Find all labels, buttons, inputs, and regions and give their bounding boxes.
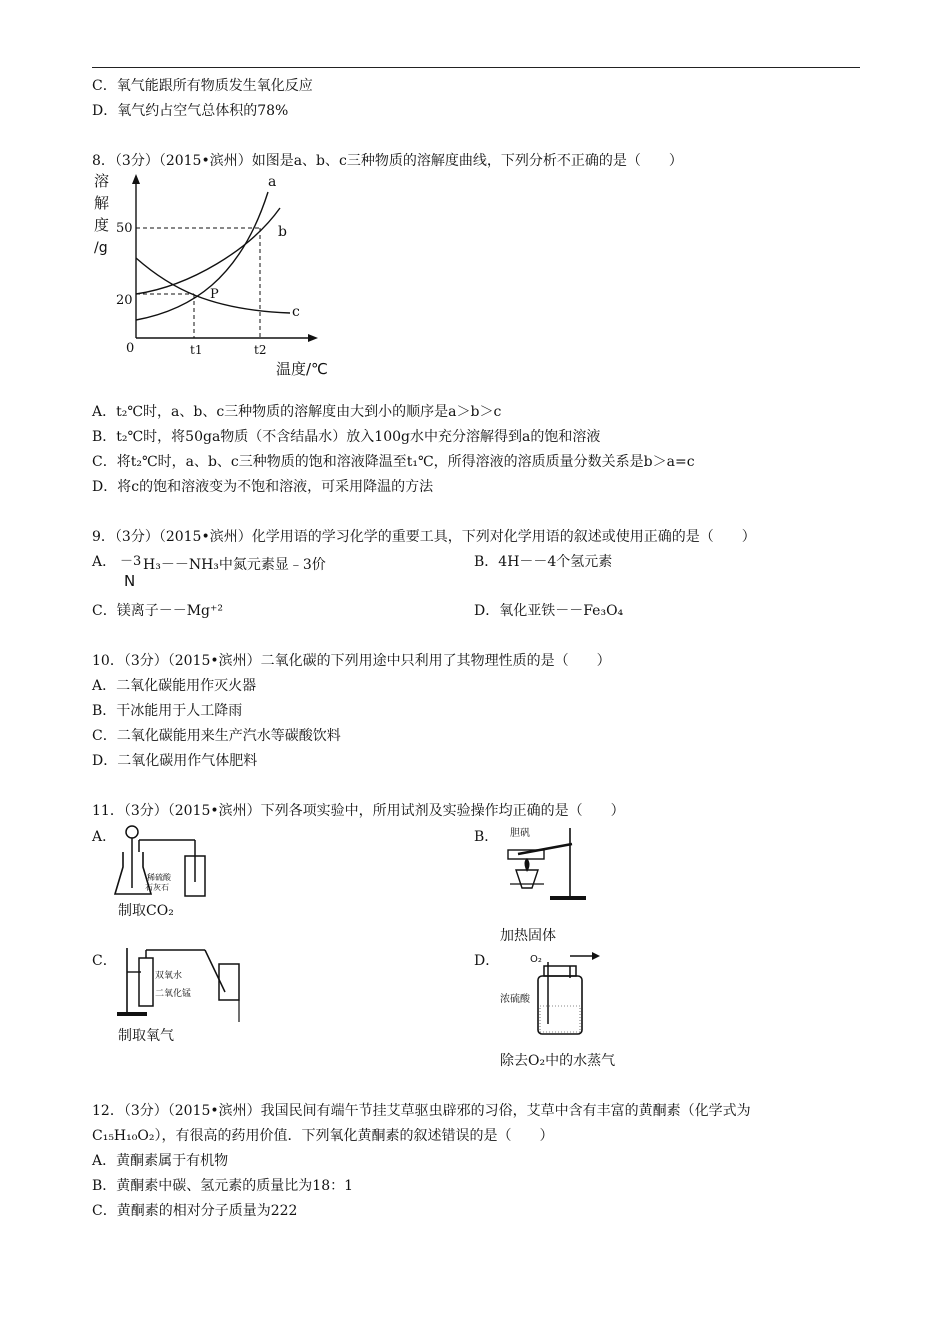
label-manganese-dioxide: 二氧化锰 — [155, 989, 192, 999]
option-d-prev: D．氧气约占空气总体积的78% — [92, 103, 289, 119]
y-tick-20: 20 — [116, 293, 133, 308]
q12-option-b: B．黄酮素中碳、氢元素的质量比为18：1 — [92, 1178, 354, 1194]
label-blue-vitriol: 胆矾 — [510, 828, 530, 839]
q8-option-c: C．将t₂℃时，a、b、c三种物质的饱和溶液降温至t₁℃，所得溶液的溶质质量分数关系是b＞a=c — [92, 454, 695, 470]
q9-option-c: C．镁离子－－Mg⁺² — [92, 603, 224, 619]
apparatus-a-image — [115, 822, 225, 902]
ylabel-char-2: 解 — [94, 194, 110, 212]
apparatus-c-image — [115, 944, 245, 1024]
question-10-stem: 10．（3分）（2015•滨州）二氧化碳的下列用途中只利用了其物理性质的是（ ） — [92, 653, 611, 669]
label-concentrated-sulfuric-acid: 浓硫酸 — [500, 994, 530, 1005]
q9-option-b: B．4H－－4个氢元素 — [474, 554, 613, 570]
header-rule — [92, 67, 860, 68]
label-dilute-sulfuric-acid: 稀硫酸 — [147, 873, 171, 882]
q11-option-a-letter: A． — [92, 829, 117, 845]
q8-option-a: A．t₂℃时，a、b、c三种物质的溶解度由大到小的顺序是a＞b＞c — [92, 404, 502, 420]
ylabel-char-1: 溶 — [94, 172, 110, 190]
curve-b — [136, 208, 280, 294]
question-11-stem: 11．（3分）（2015•滨州）下列各项实验中，所用试剂及实验操作均正确的是（ ） — [92, 803, 625, 819]
ylabel-char-4: /g — [94, 240, 108, 256]
label-hydrogen-peroxide: 双氧水 — [155, 971, 183, 981]
q11-option-c-caption: 制取氧气 — [118, 1028, 174, 1044]
q11-option-a-caption: 制取CO₂ — [118, 903, 174, 919]
option-c-prev: C．氧气能跟所有物质发生氧化反应 — [92, 78, 313, 94]
q11-option-d-letter: D． — [474, 953, 500, 969]
q9-option-d: D．氧化亚铁－－Fe₃O₄ — [474, 603, 624, 619]
q11-option-c-letter: C． — [92, 953, 117, 969]
origin-label: 0 — [126, 341, 135, 356]
ylabel-char-3: 度 — [94, 216, 110, 234]
q8-option-d: D．将c的饱和溶液变为不饱和溶液，可采用降温的方法 — [92, 479, 434, 495]
q10-option-b: B．干冰能用于人工降雨 — [92, 703, 243, 719]
q10-option-d: D．二氧化碳用作气体肥料 — [92, 753, 258, 769]
q12-option-a: A．黄酮素属于有机物 — [92, 1153, 229, 1169]
q11-option-b-caption: 加热固体 — [500, 928, 556, 944]
q9-option-a-prefix: A． — [92, 554, 117, 570]
q9-option-a-symbol: N — [124, 572, 136, 590]
question-12-stem-line1: 12．（3分）（2015•滨州）我国民间有端午节挂艾草驱虫辟邪的习俗，艾草中含有丰富的黄酮素（化学式为 — [92, 1103, 751, 1119]
apparatus-b-image — [500, 822, 590, 902]
question-9-stem: 9．（3分）（2015•滨州）化学用语的学习化学的重要工具，下列对化学用语的叙述或使用正确的是（ ） — [92, 529, 756, 545]
q10-option-a: A．二氧化碳能用作灭火器 — [92, 678, 257, 694]
question-12-stem-line2: C₁₅H₁₀O₂），有很高的药用价值．下列氧化黄酮素的叙述错误的是（ ） — [92, 1128, 554, 1144]
q11-option-b-letter: B． — [474, 829, 499, 845]
x-axis-label: 温度/℃ — [276, 360, 328, 378]
x-tick-t1: t1 — [190, 343, 203, 357]
apparatus-d-image — [500, 944, 610, 1034]
q8-option-b: B．t₂℃时，将50ga物质（不含结晶水）放入100g水中充分溶解得到a的饱和溶液 — [92, 429, 601, 445]
label-oxygen: O₂ — [530, 954, 542, 965]
point-p-label: P — [210, 287, 219, 302]
curve-b-label: b — [278, 224, 287, 240]
q9-option-a-charge: －3 — [120, 554, 142, 569]
q12-option-c: C．黄酮素的相对分子质量为222 — [92, 1203, 298, 1219]
q9-option-a-rest: H₃－－NH₃中氮元素显﹣3价 — [143, 557, 326, 573]
q10-option-c: C．二氧化碳能用来生产汽水等碳酸饮料 — [92, 728, 341, 744]
question-8-stem: 8．（3分）（2015•滨州）如图是a、b、c三种物质的溶解度曲线，下列分析不正确的是（ ） — [92, 153, 683, 169]
x-tick-t2: t2 — [254, 343, 267, 357]
y-tick-50: 50 — [116, 221, 133, 236]
solubility-chart — [90, 170, 330, 380]
curve-a-label: a — [268, 174, 277, 190]
label-limestone: 石灰石 — [145, 883, 169, 892]
curve-c-label: c — [292, 304, 300, 320]
q11-option-d-caption: 除去O₂中的水蒸气 — [500, 1053, 616, 1069]
curve-a — [136, 192, 268, 320]
